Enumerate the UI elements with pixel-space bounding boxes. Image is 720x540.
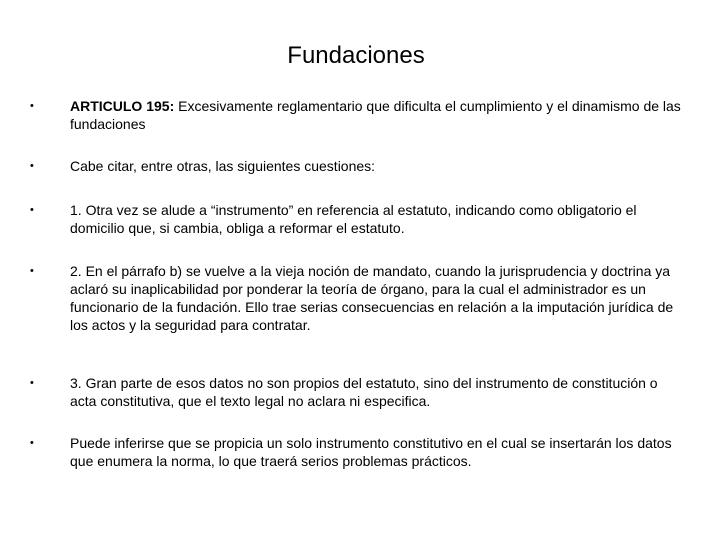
bullet-item-2: [30, 157, 682, 175]
bullet-marker: •: [30, 160, 34, 172]
bullet-text-5: 3. Gran parte de esos datos no son propios del estatuto, sino del instrumento de constitución o acta constitutiva, que el texto legal no aclara ni especifica.: [70, 375, 658, 409]
bullet-item-3: [30, 201, 682, 237]
bullet-marker: •: [30, 377, 34, 389]
bullet-text-4: 2. En el párrafo b) se vuelve a la vieja noción de mandato, cuando la jurisprudencia y doctrina ya aclaró su inaplicabilidad por ponderar la teoría de órgano, para la cual el administrador es un funcionario de la fundación. Ello trae serias consecuencias en relación a la imputación jurídica de los actos y la seguridad para contratar.: [70, 263, 674, 333]
bullet-text-6: Puede inferirse que se propicia un solo instrumento constitutivo en el cual se insertarán los datos que enumera la norma, lo que traerá serios problemas prácticos.: [70, 435, 672, 469]
bullet-text-1: [70, 97, 682, 133]
bullet-marker: •: [30, 437, 34, 449]
bullet-item-4: [30, 262, 682, 334]
article-heading: ARTICULO 195:: [70, 98, 175, 114]
bullet-text-3: 1. Otra vez se alude a “instrumento” en referencia al estatuto, indicando como obligatorio el domicilio que, si cambia, obliga a reformar el estatuto.: [70, 202, 637, 236]
bullet-marker: •: [30, 204, 34, 216]
bullet-body: Excesivamente reglamentario que dificulta el cumplimiento y el dinamismo de las fundaciones: [70, 98, 681, 132]
bullet-text-2: Cabe citar, entre otras, las siguientes cuestiones:: [70, 158, 376, 174]
bullet-item-5: [30, 374, 682, 410]
bullet-marker: •: [30, 265, 34, 277]
bullet-marker: •: [30, 100, 34, 112]
bullet-item-6: [30, 434, 682, 470]
bullet-item-1: [30, 97, 682, 133]
slide-title: Fundaciones: [287, 42, 425, 69]
